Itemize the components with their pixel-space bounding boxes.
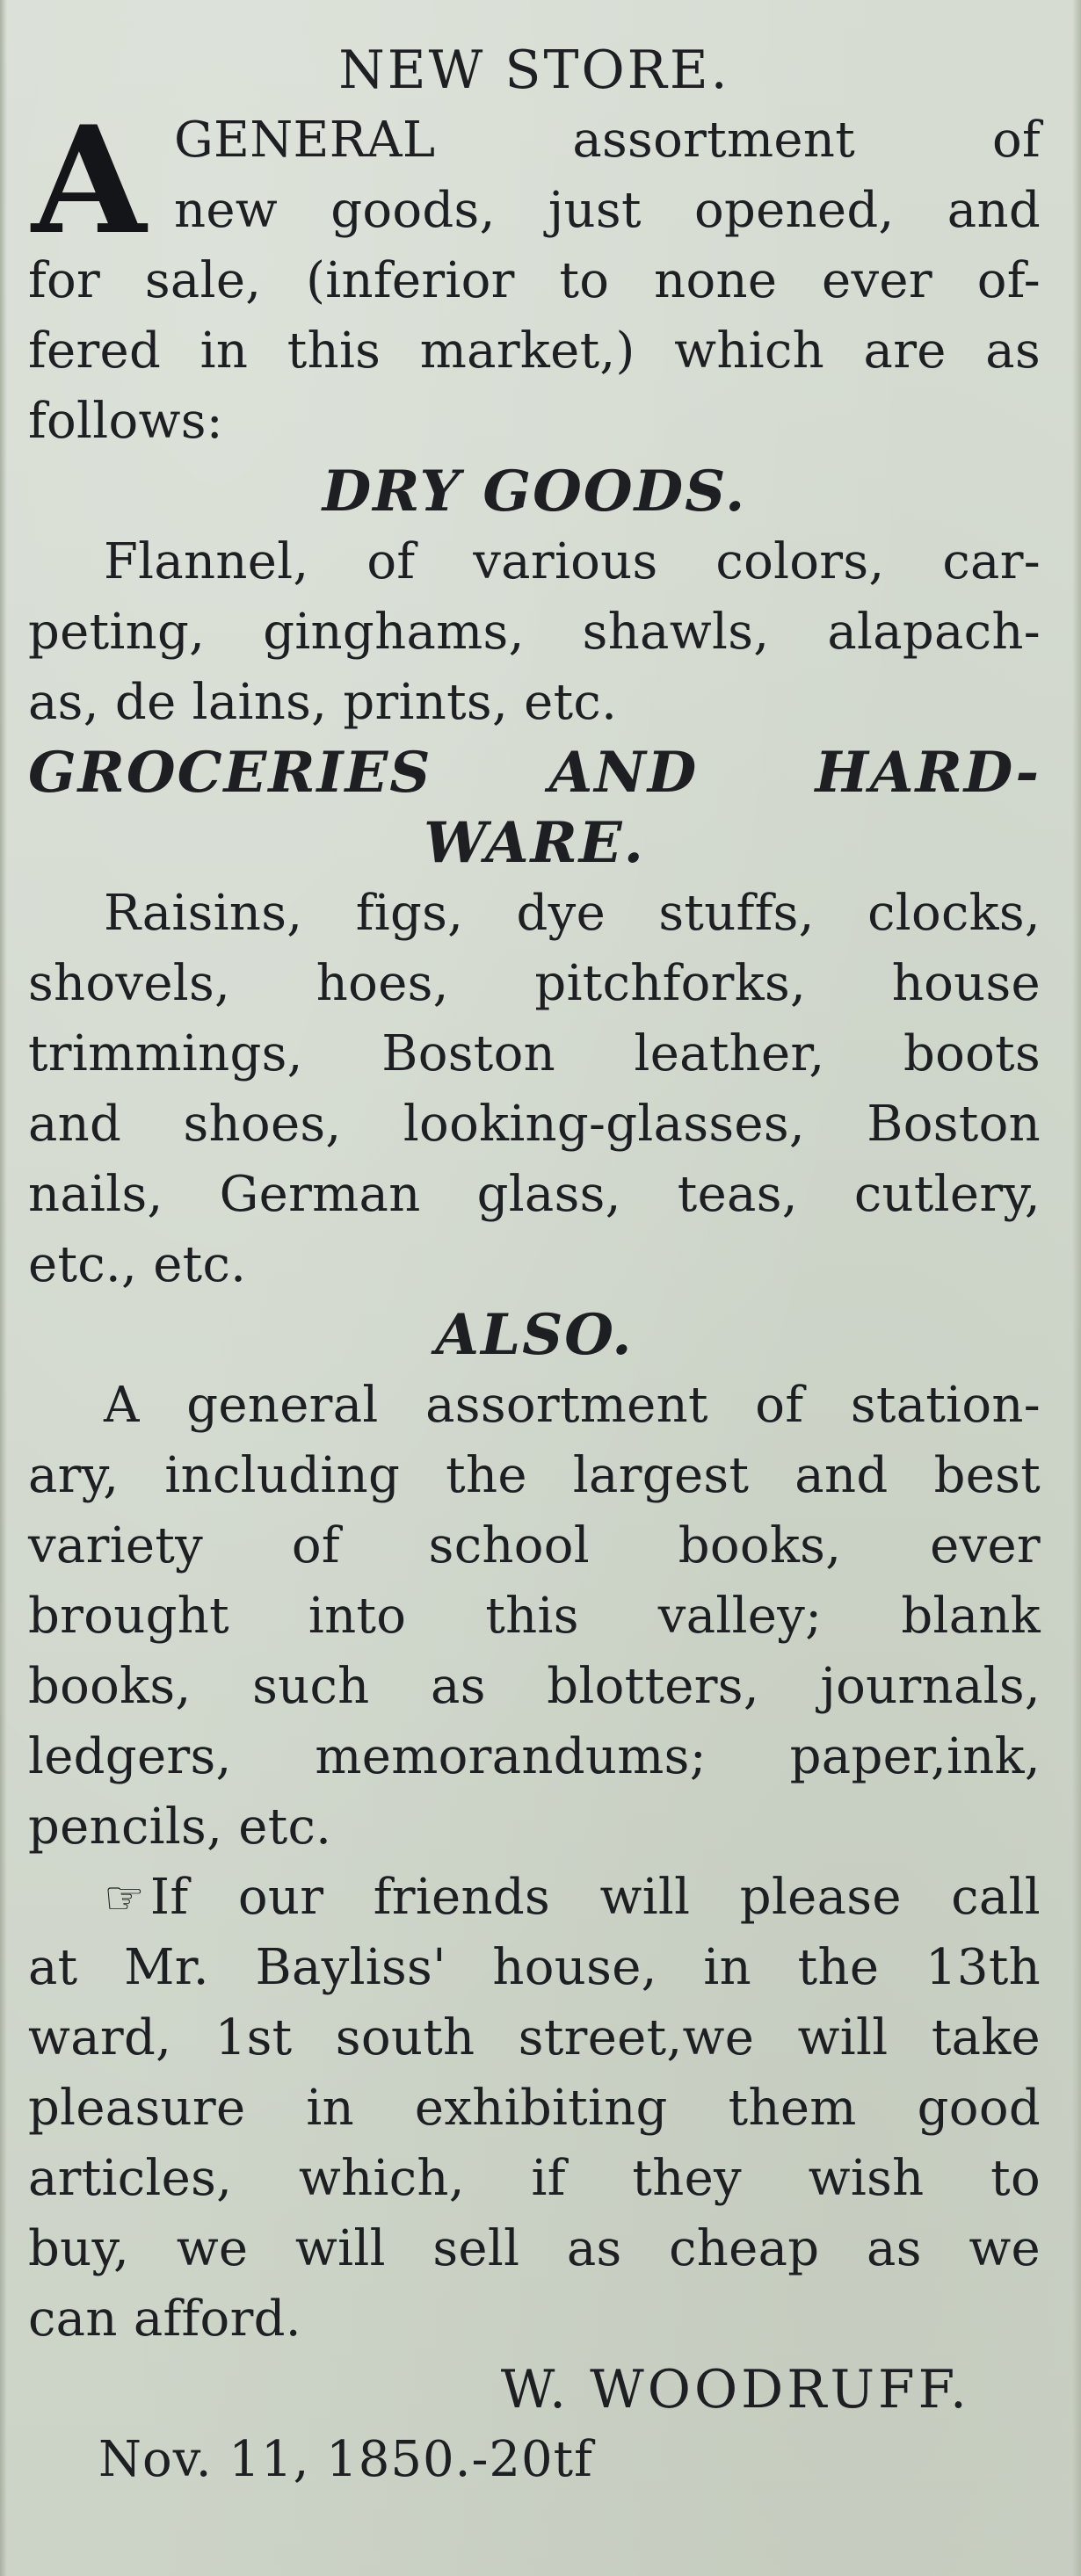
also-line: ledgers, memorandums; paper,ink, [28,1728,1041,1785]
also-line: books, such as blotters, journals, [28,1658,1041,1715]
section-heading-also: ALSO. [435,1302,634,1368]
dry-goods-line: as, de lains, prints, etc. [28,674,618,731]
intro-line: GENERAL assortment of [174,112,1041,169]
dateline: Nov. 11, 1850.-20tf [98,2431,593,2488]
groceries-paragraph [28,879,1041,1300]
pointing-hand-icon: ☞ [104,1872,145,1925]
intro-line: follows: [28,393,223,450]
section-heading-groceries-cont: WARE. [424,810,645,876]
notice-line: buy, we will sell as cheap as we [28,2220,1041,2277]
section-heading-groceries: GROCERIES AND HARD- [28,740,1041,806]
paper-left-edge [0,0,7,2576]
notice-line: ward, 1st south street,we will take [28,2009,1041,2066]
notice-first-line [28,1863,1041,1933]
also-line: A general assortment of station- [104,1377,1041,1434]
section-heading-dry-goods: DRY GOODS. [322,459,747,525]
notice-line: pleasure in exhibiting them good [28,2080,1041,2137]
notice-paragraph [28,1863,1041,2355]
groceries-line: and shoes, looking-glasses, Boston [28,1096,1041,1153]
intro-line: for sale, (inferior to none ever of- [28,252,1041,309]
groceries-line: trimmings, Boston leather, boots [28,1025,1041,1082]
dry-goods-line: peting, ginghams, shawls, alapach- [28,604,1041,661]
notice-line: can afford. [28,2290,301,2348]
intro-line: fered in this market,) which are as [28,322,1041,380]
also-line: pencils, etc. [28,1798,332,1856]
also-paragraph [28,1371,1041,1863]
notice-line: at Mr. Bayliss' house, in the 13th [28,1939,1041,1996]
notice-line: articles, which, if they wish to [28,2150,1041,2207]
groceries-line: shovels, hoes, pitchforks, house [28,955,1041,1012]
advertisement-column [28,35,1041,2495]
groceries-line: nails, German glass, teas, cutlery, [28,1166,1041,1223]
notice-line: If our friends will please call [149,1869,1041,1926]
paper-right-edge [1072,0,1081,2576]
ad-title: NEW STORE. [338,40,730,101]
also-line: brought into this valley; blank [28,1588,1041,1645]
also-line: ary, including the largest and best [28,1447,1041,1504]
intro-paragraph [28,93,1041,457]
dry-goods-line: Flannel, of various colors, car- [104,533,1041,590]
groceries-line: Raisins, figs, dye stuffs, clocks, [104,885,1041,942]
drop-cap: A [32,93,147,267]
signature: W. WOODRUFF. [500,2359,970,2420]
groceries-line: etc., etc. [28,1236,247,1293]
also-line: variety of school books, ever [28,1517,1041,1574]
dry-goods-paragraph [28,527,1041,738]
intro-line: new goods, just opened, and [174,182,1041,239]
